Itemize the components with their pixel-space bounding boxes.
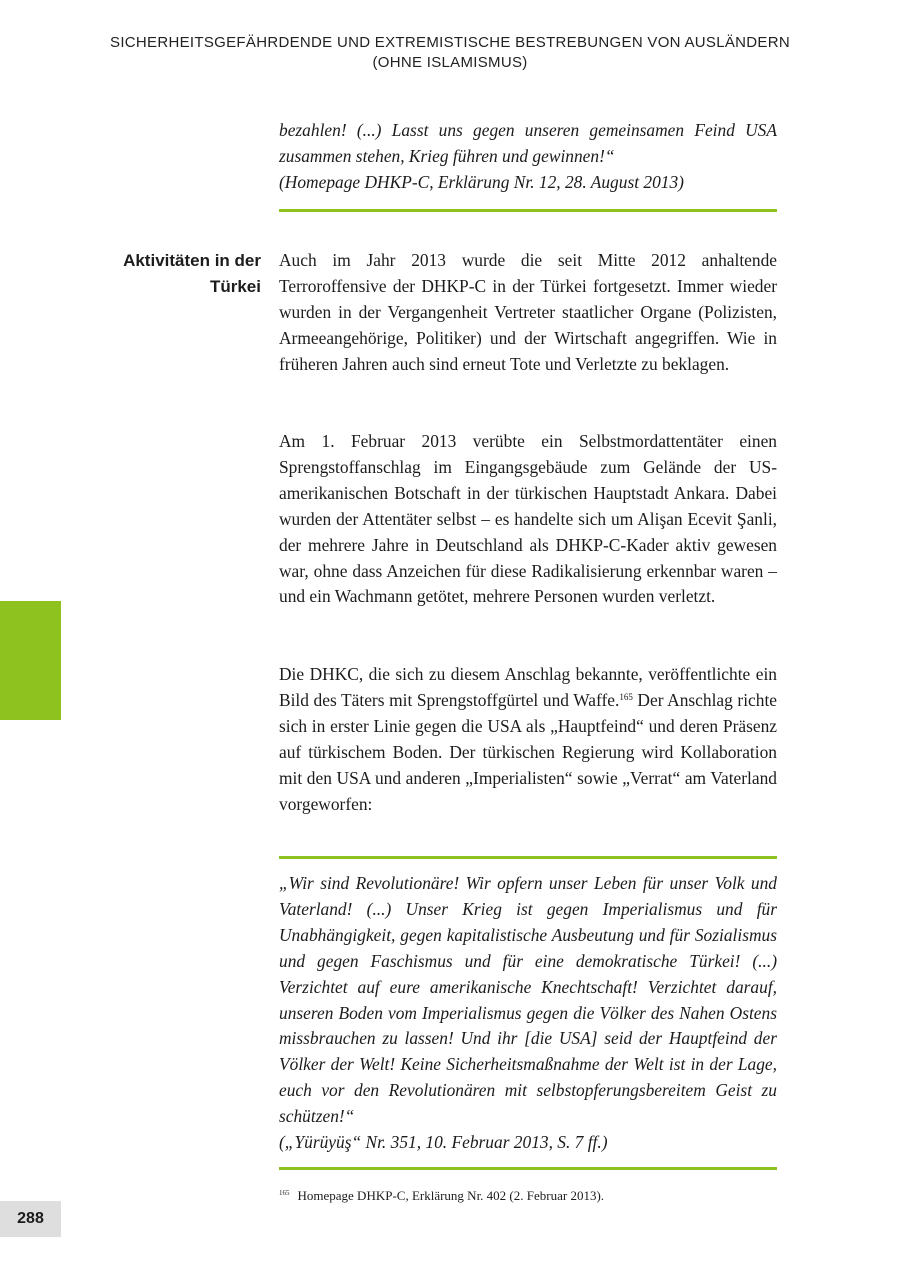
footnote-number: 165 xyxy=(279,1189,290,1197)
footnote-text: Homepage DHKP-C, Erklärung Nr. 402 (2. Februar 2013). xyxy=(297,1188,605,1203)
paragraph-3-part-2: Der Anschlag richte sich in erster Linie gegen die USA als „Hauptfeind“ und deren Präsenz auf türkischem Boden. Der türkischen Regierung wird Kollaboration mit den USA und anderen „Imperialisten“ sowie „Verrat“ am Vaterland vorgeworfen: xyxy=(279,689,778,814)
page-number: 288 xyxy=(0,1201,61,1237)
quote-block-top xyxy=(279,118,777,196)
footnote xyxy=(279,1187,777,1205)
paragraph-2: Am 1. Februar 2013 verübte ein Selbstmordattentäter einen Sprengstoffanschlag im Eingangsgebäude zum Gelände der US-amerikanischen Botschaft in der türkischen Hauptstadt Ankara. Dabei wurden der Attentäter selbst – es handelte sich um Alişan Ecevit Şanli, der mehrere Jahre in Deutschland als DHKP-C-Kader aktiv gewesen war, ohne dass Anzeichen für diese Radikalisierung erkennbar waren – und ein Wachmann getötet, mehrere Personen wurden verletzt. xyxy=(279,431,777,607)
paragraph-1: Auch im Jahr 2013 wurde die seit Mitte 2012 anhaltende Terroroffensive der DHKP-C in der Türkei fortgesetzt. Immer wieder wurden in der Vergangenheit Vertreter staatlicher Organe (Polizisten, Armeeangehörige, Politiker) und der Wirtschaft angegriffen. Wie in früheren Jahren auch sind erneut Tote und Verletzte zu beklagen. xyxy=(279,250,777,374)
running-header-line1: SICHERHEITSGEFÄHRDENDE UND EXTREMISTISCHE BESTREBUNGEN VON AUSLÄNDERN xyxy=(110,34,790,51)
paragraph-3-part-1: Die DHKC, die sich zu diesem Anschlag bekannte, veröffentlichte ein Bild des Täters mit Sprengstoffgürtel und Waffe. xyxy=(279,664,777,710)
quote-block-main xyxy=(279,871,777,1156)
running-header xyxy=(0,33,900,73)
paragraph-3 xyxy=(279,662,777,817)
quote-main-rule-top xyxy=(279,856,777,859)
quote-main-source: („Yürüyüş“ Nr. 351, 10. Februar 2013, S. 7 ff.) xyxy=(279,1132,608,1153)
section-heading xyxy=(100,248,261,300)
section-heading-line2: Türkei xyxy=(209,277,261,296)
quote-main-text: „Wir sind Revolutionäre! Wir opfern unser Leben für unser Volk und Vaterland! (...) Unser Krieg ist gegen Imperialismus und für Unabhängigkeit, gegen kapitalistische Ausbeutung und für Sozialismus und gegen Faschismus und für eine demokratische Türkei! (...) Verzichtet auf eure amerikanische Knechtschaft! Verzichtet darauf, unseren Boden vom Imperialismus gegen die Völker des Nahen Ostens missbrauchen zu lassen! Und ihr [die USA] seid der Hauptfeind der Völker der Welt! Keine Sicherheitsmaßnahme der Welt ist in der Lage, euch vor den Revolutionären mit selbstopferungsbereitem Geist zu schützen!“ xyxy=(279,873,777,1127)
quote-main-rule-bottom xyxy=(279,1167,777,1170)
quote-top-source: (Homepage DHKP-C, Erklärung Nr. 12, 28. August 2013) xyxy=(279,171,684,192)
quote-top-rule xyxy=(279,209,777,212)
section-heading-line1: Aktivitäten in der xyxy=(123,251,261,270)
footnote-reference: 165 xyxy=(619,691,633,702)
quote-top-text: bezahlen! (...) Lasst uns gegen unseren gemeinsamen Feind USA zusammen stehen, Krieg führen und gewinnen!“ xyxy=(279,120,777,166)
running-header-line2: (OHNE ISLAMISMUS) xyxy=(372,54,528,71)
chapter-marker-tab xyxy=(0,601,61,720)
